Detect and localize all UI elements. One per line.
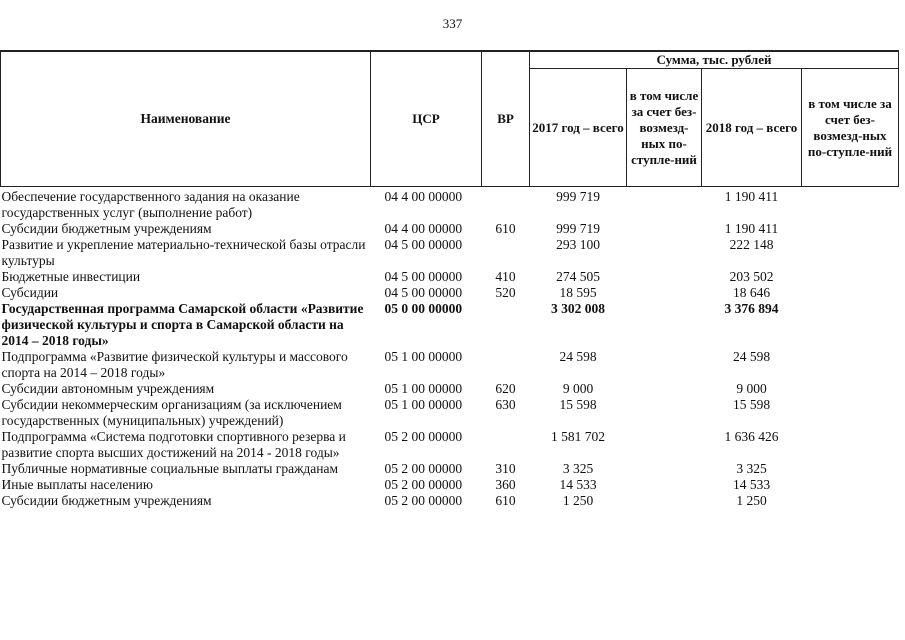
table-row bbox=[1, 285, 899, 301]
row-2018-total: 14 533 bbox=[732, 477, 771, 492]
row-csr: 04 5 00 00000 bbox=[384, 285, 463, 300]
table-row bbox=[1, 461, 899, 477]
row-2018-total: 1 190 411 bbox=[724, 189, 779, 204]
row-2017-free bbox=[627, 493, 702, 509]
row-2017-total: 14 533 bbox=[559, 477, 597, 492]
row-2018-total: 1 636 426 bbox=[724, 429, 779, 444]
row-csr: 04 4 00 00000 bbox=[384, 221, 463, 236]
table-row bbox=[1, 237, 899, 269]
row-csr: 05 1 00 00000 bbox=[384, 381, 463, 396]
row-name: Субсидии автономным учреждениям bbox=[1, 381, 215, 396]
row-2018-free bbox=[802, 493, 899, 509]
row-2017-free bbox=[627, 349, 702, 381]
row-2017-free bbox=[627, 269, 702, 285]
table-row bbox=[1, 221, 899, 237]
row-name: Обеспечение государственного задания на оказание государственных услуг (выполнение работ) bbox=[1, 189, 300, 220]
table-row bbox=[1, 493, 899, 509]
row-2017-free bbox=[627, 461, 702, 477]
row-2017-total: 3 325 bbox=[562, 461, 594, 476]
row-2018-free bbox=[802, 381, 899, 397]
table-row bbox=[1, 397, 899, 429]
table-row bbox=[1, 477, 899, 493]
row-csr: 05 2 00 00000 bbox=[384, 493, 463, 508]
row-vr bbox=[482, 301, 530, 349]
header-csr: ЦСР bbox=[371, 51, 482, 187]
row-2018-total: 222 148 bbox=[729, 237, 774, 252]
table-row bbox=[1, 429, 899, 461]
row-2018-free bbox=[802, 187, 899, 222]
row-csr: 05 2 00 00000 bbox=[384, 461, 463, 476]
row-vr bbox=[482, 349, 530, 381]
row-csr: 05 2 00 00000 bbox=[384, 429, 463, 444]
row-vr bbox=[482, 429, 530, 461]
row-2018-total: 3 376 894 bbox=[724, 301, 779, 316]
row-2017-free bbox=[627, 301, 702, 349]
row-csr: 04 4 00 00000 bbox=[384, 189, 463, 204]
row-csr: 04 5 00 00000 bbox=[384, 269, 463, 284]
row-2018-total: 3 325 bbox=[736, 461, 767, 476]
row-name: Развитие и укрепление материально-технической базы отрасли культуры bbox=[1, 237, 366, 268]
row-2018-free bbox=[802, 429, 899, 461]
row-vr: 620 bbox=[495, 381, 516, 396]
row-2018-total: 1 190 411 bbox=[724, 221, 779, 236]
row-csr: 05 1 00 00000 bbox=[384, 397, 463, 412]
header-2018-total: 2018 год – всего bbox=[702, 69, 802, 187]
row-vr: 360 bbox=[495, 477, 516, 492]
row-2017-total: 1 581 702 bbox=[551, 429, 605, 444]
row-2017-total: 18 595 bbox=[559, 285, 597, 300]
row-2017-total: 15 598 bbox=[559, 397, 597, 412]
row-2017-total: 1 250 bbox=[562, 493, 594, 508]
row-name: Подпрограмма «Система подготовки спортивного резерва и развитие спорта высших достижений на 2014 - 2018 годы» bbox=[1, 429, 346, 460]
row-2018-free bbox=[802, 477, 899, 493]
row-name: Подпрограмма «Развитие физической культуры и массового спорта на 2014 – 2018 годы» bbox=[1, 349, 348, 380]
row-name: Субсидии некоммерческим организациям (за исключением государственных (муниципальных) учреждений) bbox=[1, 397, 342, 428]
row-vr: 610 bbox=[495, 493, 516, 508]
table-row bbox=[1, 187, 899, 222]
row-2018-free bbox=[802, 397, 899, 429]
row-csr: 05 0 00 00000 bbox=[384, 301, 463, 316]
row-vr: 410 bbox=[495, 269, 516, 284]
row-2018-free bbox=[802, 461, 899, 477]
row-name: Государственная программа Самарской области «Развитие физической культуры и спорта в Самарской области на 2014 – 2018 годы» bbox=[1, 301, 364, 348]
row-2018-free bbox=[802, 301, 899, 349]
row-vr bbox=[482, 237, 530, 269]
row-2018-total: 1 250 bbox=[736, 493, 767, 508]
table-row bbox=[1, 269, 899, 285]
row-2018-total: 24 598 bbox=[732, 349, 771, 364]
row-csr: 04 5 00 00000 bbox=[384, 237, 463, 252]
row-name: Иные выплаты населению bbox=[1, 477, 153, 492]
row-2017-total: 999 719 bbox=[556, 189, 600, 204]
row-name: Бюджетные инвестиции bbox=[1, 269, 141, 284]
table-row bbox=[1, 349, 899, 381]
row-2018-free bbox=[802, 221, 899, 237]
row-2017-total: 274 505 bbox=[556, 269, 600, 284]
row-2017-free bbox=[627, 237, 702, 269]
row-2017-total: 24 598 bbox=[559, 349, 597, 364]
row-2018-free bbox=[802, 269, 899, 285]
page-number: 337 bbox=[442, 16, 463, 31]
header-name: Наименование bbox=[1, 51, 371, 187]
row-csr: 05 2 00 00000 bbox=[384, 477, 463, 492]
row-name: Субсидии бюджетным учреждениям bbox=[1, 493, 212, 508]
row-vr: 310 bbox=[495, 461, 516, 476]
row-2018-free bbox=[802, 285, 899, 301]
row-2018-total: 9 000 bbox=[736, 381, 767, 396]
row-2018-total: 203 502 bbox=[729, 269, 774, 284]
table-row bbox=[1, 381, 899, 397]
row-2017-free bbox=[627, 221, 702, 237]
row-2017-total: 3 302 008 bbox=[551, 301, 605, 316]
row-2018-total: 15 598 bbox=[732, 397, 771, 412]
row-2018-total: 18 646 bbox=[732, 285, 771, 300]
header-2017-free: в том числе за счет без-возмезд-ных по-ступле-ний bbox=[627, 69, 702, 187]
row-vr bbox=[482, 187, 530, 222]
header-vr: ВР bbox=[482, 51, 530, 187]
row-name: Публичные нормативные социальные выплаты гражданам bbox=[1, 461, 339, 476]
row-2017-free bbox=[627, 285, 702, 301]
row-vr: 630 bbox=[495, 397, 516, 412]
row-2018-free bbox=[802, 349, 899, 381]
row-2017-free bbox=[627, 397, 702, 429]
row-2017-free bbox=[627, 187, 702, 222]
row-2017-total: 999 719 bbox=[556, 221, 600, 236]
header-2018-free: в том числе за счет без-возмезд-ных по-ступле-ний bbox=[802, 69, 899, 187]
header-sum-group: Сумма, тыс. рублей bbox=[530, 51, 899, 69]
row-2018-free bbox=[802, 237, 899, 269]
row-vr: 520 bbox=[495, 285, 516, 300]
row-name: Субсидии bbox=[1, 285, 59, 300]
row-2017-free bbox=[627, 477, 702, 493]
row-2017-free bbox=[627, 429, 702, 461]
row-vr: 610 bbox=[495, 221, 516, 236]
row-csr: 05 1 00 00000 bbox=[384, 349, 463, 364]
table-row bbox=[1, 301, 899, 349]
row-2017-free bbox=[627, 381, 702, 397]
header-2017-total: 2017 год – всего bbox=[530, 69, 627, 187]
row-name: Субсидии бюджетным учреждениям bbox=[1, 221, 212, 236]
table-body bbox=[1, 187, 899, 510]
budget-table bbox=[0, 50, 899, 509]
row-2017-total: 9 000 bbox=[562, 381, 594, 396]
row-2017-total: 293 100 bbox=[556, 237, 600, 252]
